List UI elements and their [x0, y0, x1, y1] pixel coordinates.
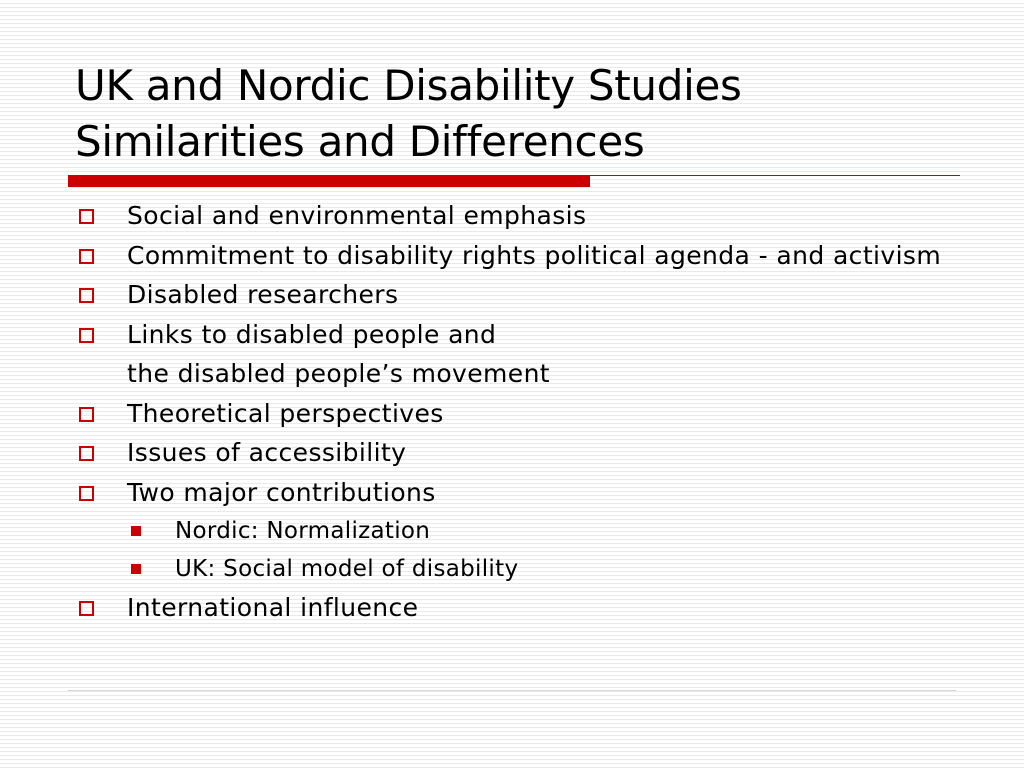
bullet-item: [75, 319, 975, 351]
bullet-text: Links to disabled people and: [127, 319, 497, 349]
bullet-item: [75, 279, 975, 311]
sub-bullet-text: Nordic: Normalization: [175, 518, 431, 544]
bullet-text: Two major contributions: [127, 477, 436, 507]
bullet-text: Theoretical perspectives: [127, 398, 444, 428]
sub-bullet-item: [75, 516, 975, 546]
bullet-item: [75, 398, 975, 430]
bullet-item: [75, 200, 975, 232]
hollow-square-bullet-icon: [79, 209, 94, 224]
bullet-item: [75, 437, 975, 469]
filled-square-bullet-icon: [131, 526, 141, 536]
slide-title-line-1: UK and Nordic Disability Studies: [75, 61, 742, 110]
title-underline-thin: [590, 175, 960, 176]
hollow-square-bullet-icon: [79, 288, 94, 303]
hollow-square-bullet-icon: [79, 249, 94, 264]
bullet-item: [75, 592, 975, 624]
bullet-text: Issues of accessibility: [127, 438, 407, 467]
bullet-item: [75, 477, 975, 509]
bullet-list: [75, 200, 975, 632]
bullet-text: International influence: [127, 593, 419, 622]
hollow-square-bullet-icon: [79, 328, 94, 343]
bullet-text: Social and environmental emphasis: [127, 201, 587, 230]
sub-bullet-item: [75, 554, 975, 584]
bullet-continuation: [75, 358, 975, 390]
filled-square-bullet-icon: [131, 564, 141, 574]
footer-divider: [68, 690, 956, 691]
bullet-text: Commitment to disability rights political agenda - and activism: [127, 240, 942, 270]
hollow-square-bullet-icon: [79, 601, 94, 616]
hollow-square-bullet-icon: [79, 446, 94, 461]
sub-bullet-text: UK: Social model of disability: [175, 556, 519, 582]
hollow-square-bullet-icon: [79, 407, 94, 422]
bullet-text: the disabled people’s movement: [127, 359, 551, 388]
slide-title: [75, 58, 975, 170]
bullet-text: Disabled researchers: [127, 280, 399, 309]
bullet-item: [75, 240, 975, 272]
slide-title-line-2: Similarities and Differences: [75, 117, 645, 166]
hollow-square-bullet-icon: [79, 486, 94, 501]
title-underline-thick: [68, 175, 590, 187]
